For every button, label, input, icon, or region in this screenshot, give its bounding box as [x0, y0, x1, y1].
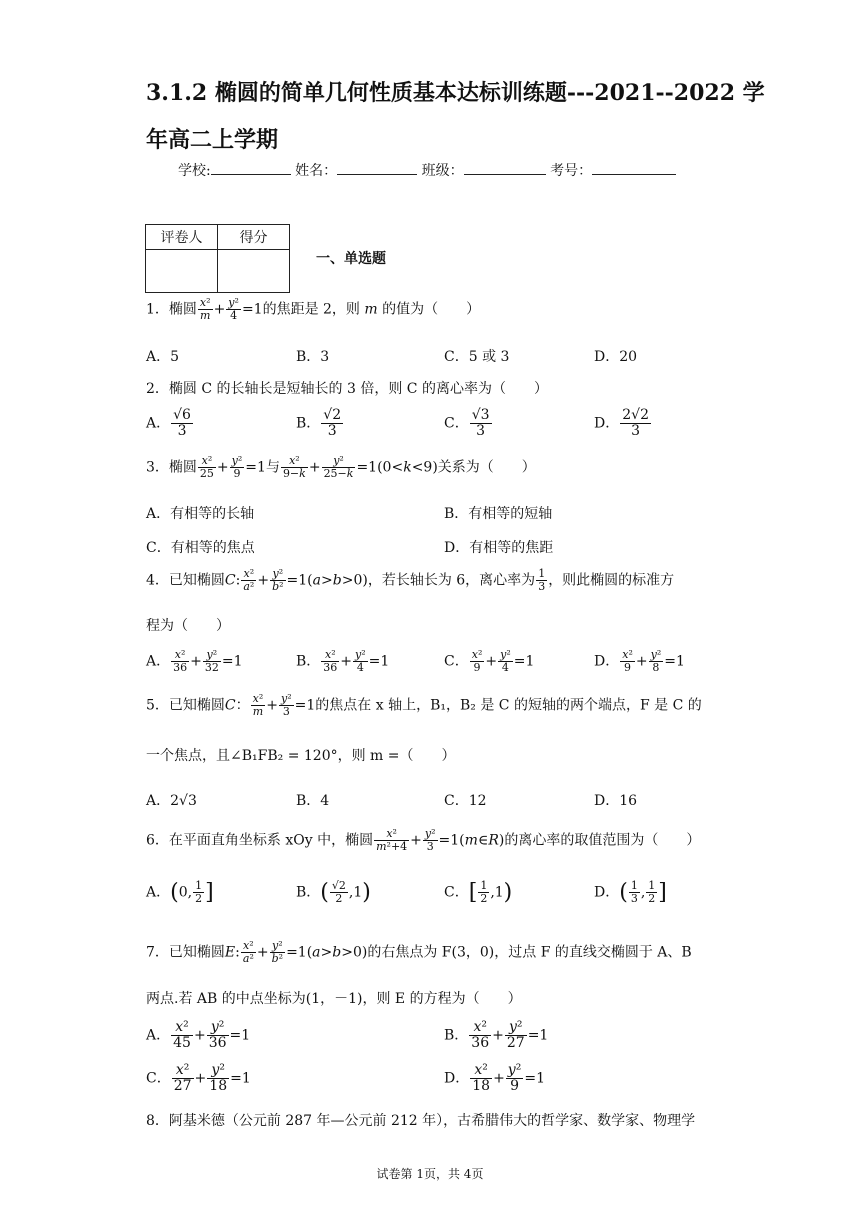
- math-fraction: $\frac{\text{y²}}{3}$: [281, 692, 292, 718]
- math-fraction: $\frac{\text{x²}}{m}$: [252, 692, 264, 718]
- math-fraction: $\frac{√6}{3}$: [173, 407, 191, 439]
- math-fraction: $\frac{\text{x²}}{\text{a²}}$: [242, 939, 254, 965]
- class-field[interactable]: [464, 162, 546, 175]
- q5-option-c[interactable]: C．12: [444, 793, 487, 809]
- question-3: 3．椭圆 $\frac{\text{x²}}{25}$ + $\frac{\text{y²}}{9}$ =1与 $\frac{\text{x²}}{9-k}$ + $\frac{\text{y²}}{25-k}$ =1(0<k<9)关系为（ ）: [146, 454, 536, 480]
- q5-option-a[interactable]: A．2√3: [146, 793, 197, 809]
- school-label: 学校:: [178, 163, 211, 179]
- q2-option-a[interactable]: A． $\frac{√6}{3}$: [146, 407, 191, 439]
- question-7: 7．已知椭圆E: $\frac{\text{x²}}{\text{a²}}$ + $\frac{\text{y²}}{\text{b²}}$ =1(a>b>0)的右焦点为 F(3，0)，过点 F 的直线交椭圆于 A、B: [146, 939, 692, 965]
- question-4-line2: 程为（ ）: [146, 618, 230, 634]
- score-cell[interactable]: [218, 250, 290, 293]
- reviewer-cell[interactable]: [146, 250, 218, 293]
- math-fraction: $\frac{\text{x²}}{\text{a²}}$: [243, 567, 255, 593]
- math-fraction: $\frac{\text{y²}}{\text{b²}}$: [272, 567, 284, 593]
- score-table: [145, 224, 290, 293]
- question-2: 2．椭圆 C 的长轴长是短轴长的 3 倍，则 C 的离心率为（ ）: [146, 381, 548, 397]
- q3-option-d[interactable]: D．有相等的焦距: [444, 540, 554, 556]
- score-header: 得分: [218, 225, 290, 250]
- q5-option-b[interactable]: B．4: [296, 793, 330, 809]
- class-label: 班级：: [421, 163, 464, 179]
- q1-option-d[interactable]: D．20: [594, 349, 638, 365]
- exam-no-field[interactable]: [592, 162, 676, 175]
- q6-option-c[interactable]: C．[ $\frac{1}{2}$ ,1): [444, 879, 513, 905]
- question-1: 1．椭圆 $\frac{\text{x²}}{m}$ + $\frac{\text{y²}}{4}$ =1的焦距是 2，则 m 的值为（ ）: [146, 296, 481, 322]
- math-fraction: $\frac{\text{y²}}{9}$: [231, 454, 243, 480]
- q4-option-a[interactable]: A． $\frac{\text{x²}}{36}$ + $\frac{\text{y²}}{32}$ =1: [146, 648, 243, 674]
- q4-option-b[interactable]: B． $\frac{\text{x²}}{36}$ + $\frac{\text{y²}}{4}$ =1: [296, 648, 390, 674]
- math-fraction: $\frac{\text{y²}}{\text{b²}}$: [271, 939, 284, 965]
- q6-option-b[interactable]: B．( $\frac{√2}{2}$ ,1): [296, 879, 371, 905]
- math-fraction: $\frac{\text{x²}}{9-k}$: [282, 454, 306, 480]
- name-label: 姓名：: [295, 163, 338, 179]
- student-info-row: [178, 160, 676, 180]
- math-fraction: $\frac{1}{3}$: [538, 567, 546, 593]
- q3-option-b[interactable]: B．有相等的短轴: [444, 506, 553, 522]
- page-footer: 试卷第 1页，共 4页: [376, 1167, 484, 1181]
- math-fraction: $\frac{√2}{3}$: [323, 407, 342, 439]
- math-fraction: $\frac{√3}{3}$: [471, 407, 490, 439]
- q1-option-b[interactable]: B．3: [296, 349, 330, 365]
- q5-option-d[interactable]: D．16: [594, 793, 638, 809]
- math-fraction: $\frac{2√2}{3}$: [622, 407, 649, 439]
- math-fraction: $\frac{\text{y²}}{4}$: [228, 296, 239, 322]
- question-8: 8．阿基米德（公元前 287 年—公元前 212 年），古希腊伟大的哲学家、数学家、物理学: [146, 1113, 696, 1129]
- q1-option-a[interactable]: A．5: [146, 349, 180, 365]
- question-5-line2: 一个焦点，且∠B₁FB₂ = 120°，则 m =（ ）: [146, 748, 456, 764]
- q2-option-b[interactable]: B． $\frac{√2}{3}$: [296, 407, 342, 439]
- q3-option-a[interactable]: A．有相等的长轴: [146, 506, 255, 522]
- q3-option-c[interactable]: C．有相等的焦点: [146, 540, 255, 556]
- question-6: 6．在平面直角坐标系 xOy 中，椭圆 $\frac{\text{x²}}{\text{m²+4}}$ + $\frac{\text{y²}}{3}$ =1(m∈R)的离心率的取值范围为（ ）: [146, 827, 701, 853]
- q7-option-d[interactable]: D． $\frac{\text{x²}}{18}$ + $\frac{\text{y²}}{9}$ =1: [444, 1062, 545, 1094]
- q1-option-c[interactable]: C．5 或 3: [444, 349, 510, 365]
- math-fraction: $\frac{\text{y²}}{3}$: [424, 827, 436, 853]
- question-7-line2: 两点.若 AB 的中点坐标为(1，－1)，则 E 的方程为（ ）: [146, 991, 522, 1007]
- question-4: 4．已知椭圆C: $\frac{\text{x²}}{\text{a²}}$ + $\frac{\text{y²}}{\text{b²}}$ =1(a>b>0)，若长轴长为 6，离心率为 $\frac{1}{3}$ ，则此椭圆的标准方: [146, 567, 675, 593]
- q4-option-d[interactable]: D． $\frac{\text{x²}}{9}$ + $\frac{\text{y²}}{8}$ =1: [594, 648, 685, 674]
- exam-no-label: 考号：: [550, 163, 593, 179]
- name-field[interactable]: [337, 162, 417, 175]
- math-fraction: $\frac{\text{y²}}{25-k}$: [323, 454, 354, 480]
- reviewer-header: 评卷人: [146, 225, 218, 250]
- q4-option-c[interactable]: C． $\frac{\text{x²}}{9}$ + $\frac{\text{y²}}{4}$ =1: [444, 648, 535, 674]
- q6-option-a[interactable]: A．(0, $\frac{1}{2}$ ]: [146, 879, 214, 905]
- math-fraction: $\frac{\text{x²}}{25}$: [199, 454, 214, 480]
- q2-option-d[interactable]: D． $\frac{2√2}{3}$: [594, 407, 649, 439]
- q7-option-c[interactable]: C． $\frac{\text{x²}}{27}$ + $\frac{\text{y²}}{18}$ =1: [146, 1062, 251, 1094]
- section-heading: 一、单选题: [316, 251, 386, 267]
- math-fraction: $\frac{\text{x²}}{m}$: [199, 296, 211, 322]
- q6-option-d[interactable]: D．( $\frac{1}{3}$ , $\frac{1}{2}$ ]: [594, 879, 667, 905]
- school-field[interactable]: [211, 162, 291, 175]
- q7-option-b[interactable]: B． $\frac{\text{x²}}{36}$ + $\frac{\text{y²}}{27}$ =1: [444, 1019, 549, 1051]
- q2-option-c[interactable]: C． $\frac{√3}{3}$: [444, 407, 490, 439]
- math-fraction: $\frac{\text{x²}}{\text{m²+4}}$: [376, 827, 408, 853]
- question-5: 5．已知椭圆C： $\frac{\text{x²}}{m}$ + $\frac{\text{y²}}{3}$ =1的焦点在 x 轴上，B₁，B₂ 是 C 的短轴的两个端点，F 是 C 的: [146, 692, 702, 718]
- q7-option-a[interactable]: A． $\frac{\text{x²}}{45}$ + $\frac{\text{y²}}{36}$ =1: [146, 1019, 251, 1051]
- page-title: 3.1.2 椭圆的简单几何性质基本达标训练题---2021--2022 学年高二上学期: [146, 80, 765, 153]
